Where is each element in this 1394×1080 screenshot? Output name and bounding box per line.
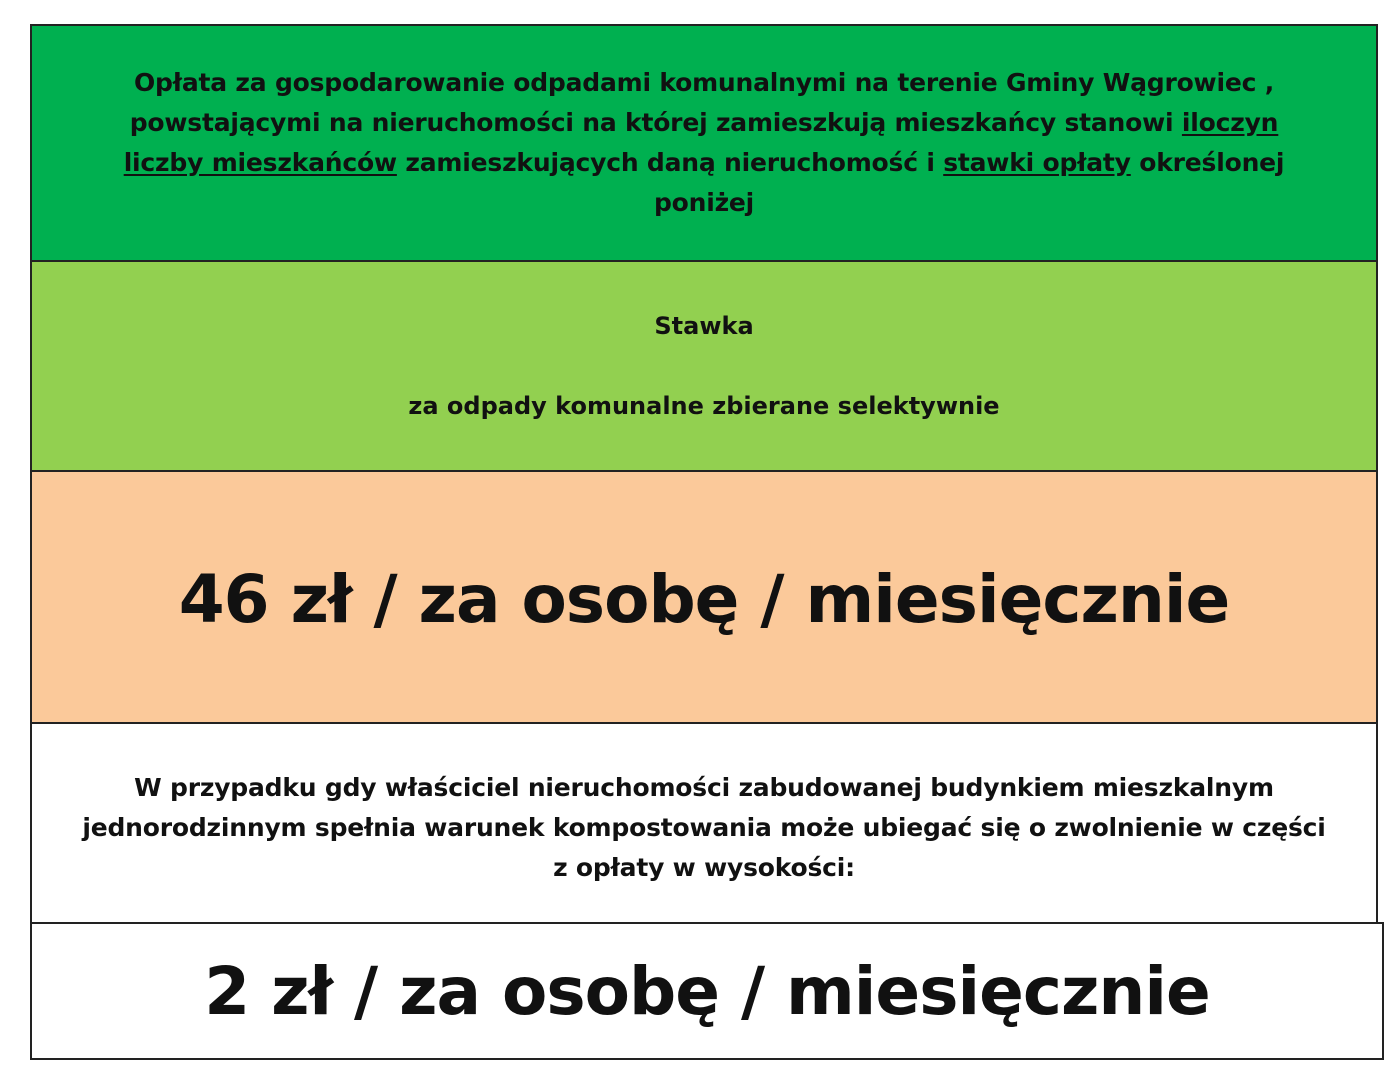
exemption-section: [30, 922, 1384, 1060]
fee-amount: 46 zł / za osobę / miesięcznie: [178, 560, 1230, 638]
composting-note: W przypadku gdy właściciel nieruchomości zabudowanej budynkiem mieszkalnym jednorodzinnym spełnia warunek kompostowania może ubiegać się o zwolnienie w części z opłaty w wysokości:: [82, 773, 1326, 882]
rate-section: [30, 260, 1378, 470]
intro-underlined-rate: stawki opłaty: [943, 148, 1131, 177]
note-section: [30, 722, 1378, 922]
intro-text: [88, 63, 1320, 223]
intro-text-part: określonej poniżej: [653, 148, 1285, 217]
intro-underlined-residents: iloczyn liczby mieszkańców: [123, 108, 1279, 177]
rate-title: Stawka: [654, 312, 754, 340]
fee-document: [30, 24, 1378, 1060]
intro-section: [30, 24, 1378, 260]
intro-text-part: zamieszkujących daną nieruchomość i: [396, 148, 944, 177]
rate-subtitle: za odpady komunalne zbierane selektywnie: [408, 392, 1000, 420]
intro-text-part: Opłata za gospodarowanie odpadami komunalnymi na terenie Gminy Wągrowiec , powstającymi na nieruchomości na której zamieszkują mieszkańcy stanowi: [129, 68, 1274, 137]
exemption-amount: 2 zł / za osobę / miesięcznie: [204, 952, 1210, 1030]
amount-section: [30, 470, 1378, 722]
